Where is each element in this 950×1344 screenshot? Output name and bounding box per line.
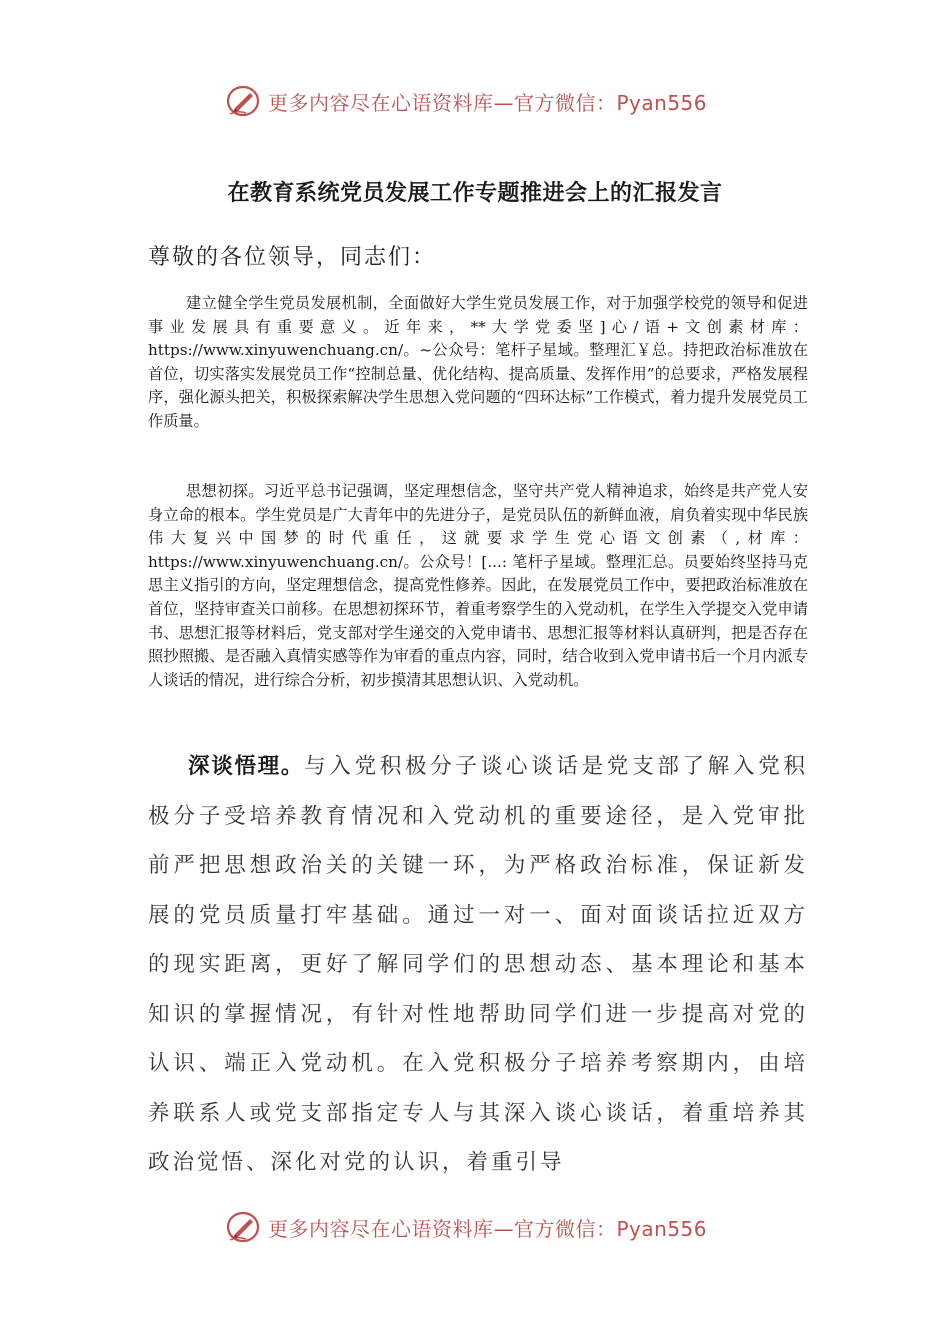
document-title: 在教育系统党员发展工作专题推进会上的汇报发言 [227, 181, 723, 206]
footer-banner-text: 更多内容尽在心语资料库—官方微信：Pyan556 [268, 1216, 708, 1241]
pen-logo-icon [226, 1210, 262, 1244]
salutation: 尊敬的各位领导，同志们： [148, 245, 437, 270]
paragraph-intro: 建立健全学生党员发展机制，全面做好大学生党员发展工作，对于加强学校党的领导和促进事业发展具有重要意义。近年来，**大学党委坚]心/语+文创素材库：https://www.xinyuwenchuang.cn/。~公众号：笔杆子星域。整理汇￥总。持把政治标准放在首位，切实落实发展党员工作“控制总量、优化结构、提高质量、发挥作用”的总要求，严格发展程序，强化源头把关，积极探索解决学生思想入党问题的“四环达标”工作模式，着力提升发展党员工作质量。 [148, 294, 808, 430]
footer-banner [226, 1210, 707, 1244]
paragraph-deep-talk-lead: 深谈悟理。 [188, 754, 305, 779]
paragraph-thought-exploration: 思想初探。习近平总书记强调，坚定理想信念，坚守共产党人精神追求，始终是共产党人安身立命的根本。学生党员是广大青年中的先进分子，是党员队伍的新鲜血液，肩负着实现中华民族伟大复兴中国梦的时代重任，这就要求学生党心语文创素（,材库：https://www.xinyuwenchuang.cn/。公众号！[...: 笔杆子星域。整理汇总。员要始终坚持马克思主义指引的方向，坚定理想信念，提高党性修养。因此，在发展党员工作中，要把政治标准放在首位，坚持审查关口前移。在思想初探环节，着重考察学生的入党动机，在学生入学提交入党申请书、思想汇报等材料后，党支部对学生递交的入党申请书、思想汇报等材料认真研判，把是否存在照抄照搬、是否融入真情实感等作为审看的重点内容，同时，结合收到入党申请书后一个月内派专人谈话的情况，进行综合分析，初步摸清其思想认识、入党动机。 [148, 482, 808, 689]
pen-logo-icon [226, 84, 262, 118]
paragraph-deep-talk-body: 与入党积极分子谈心谈话是党支部了解入党积极分子受培养教育情况和入党动机的重要途径，是入党审批前严把思想政治关的关键一环，为严格政治标准，保证新发展的党员质量打牢基础。通过一对一、面对面谈话拉近双方的现实距离，更好了解同学们的思想动态、基本理论和基本知识的掌握情况，有针对性地帮助同学们进一步提高对党的认识、端正入党动机。在入党积极分子培养考察期内，由培养联系人或党支部指定专人与其深入谈心谈话，着重培养其政治觉悟、深化对党的认识，着重引导 [148, 754, 808, 1175]
paragraph-deep-talk [148, 742, 808, 1188]
header-banner [226, 84, 707, 118]
header-banner-text: 更多内容尽在心语资料库—官方微信：Pyan556 [268, 90, 708, 115]
